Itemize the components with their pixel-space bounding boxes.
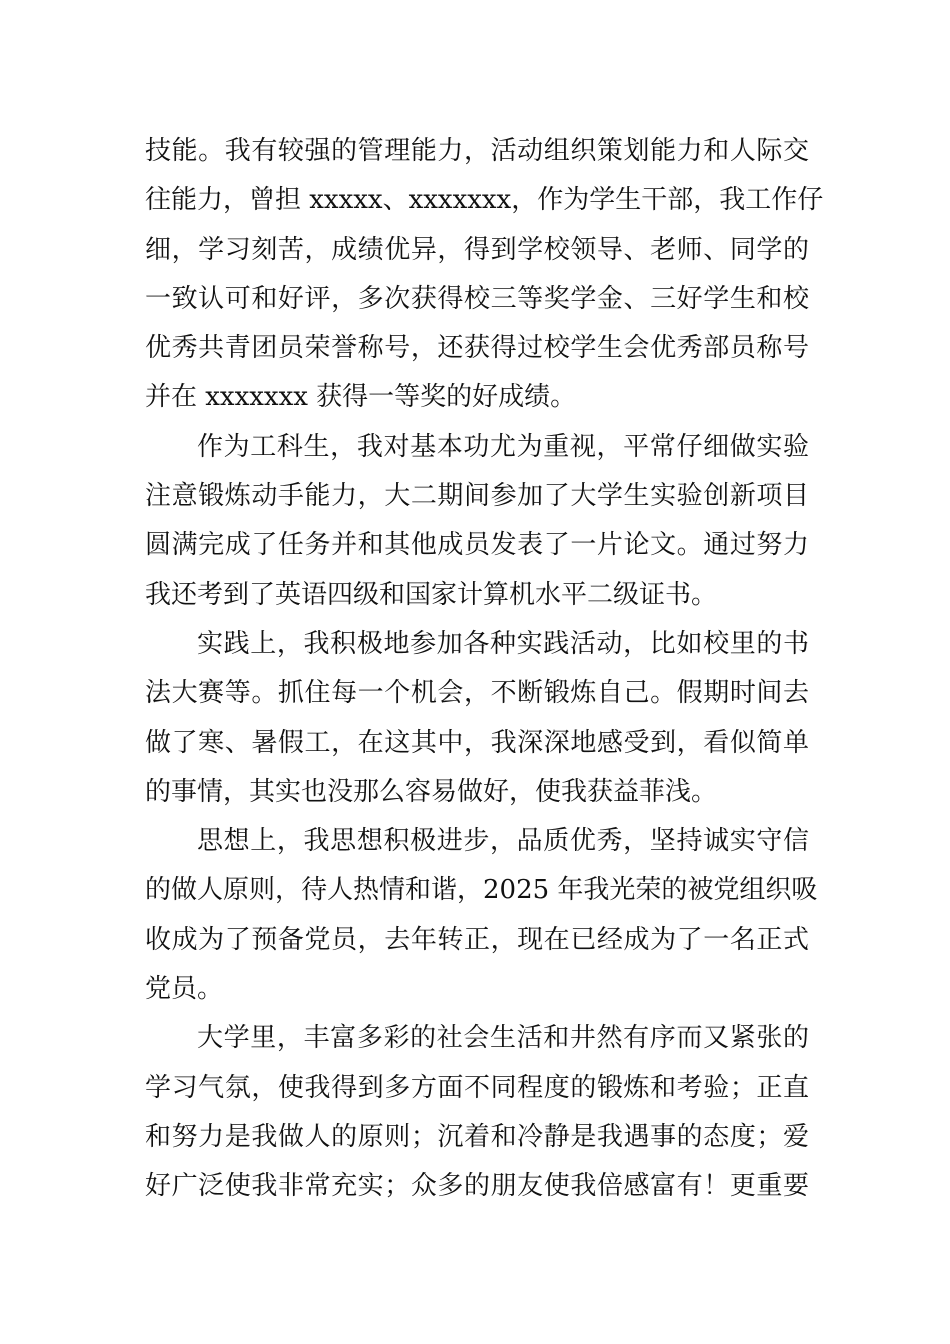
paragraph — [145, 423, 809, 620]
paragraph — [145, 1014, 809, 1211]
text-line: 好广泛使我非常充实；众多的朋友使我倍感富有！更重要 — [145, 1171, 809, 1202]
text-line: 往能力，曾担 xxxxx、xxxxxxx，作为学生干部，我工作仔 — [145, 185, 824, 216]
text-line: 技能。我有较强的管理能力，活动组织策划能力和人际交 — [145, 136, 809, 166]
text-line: 法大赛等。抓住每一个机会，不断锻炼自己。假期时间去 — [145, 678, 809, 709]
text-line: 的事情，其实也没那么容易做好，使我获益菲浅。 — [145, 776, 718, 807]
text-line: 大学里，丰富多彩的社会生活和井然有序而又紧张的 — [197, 1023, 809, 1054]
text-line: 作为工科生，我对基本功尤为重视，平常仔细做实验 — [197, 431, 809, 462]
text-line: 注意锻炼动手能力，大二期间参加了大学生实验创新项目 — [145, 481, 809, 512]
text-line: 思想上，我思想积极进步，品质优秀，坚持诚实守信 — [197, 826, 809, 857]
paragraph — [145, 620, 809, 817]
text-line: 一致认可和好评，多次获得校三等奖学金、三好学生和校 — [145, 283, 809, 314]
text-line: 我还考到了英语四级和国家计算机水平二级证书。 — [145, 579, 718, 610]
text-line: 优秀共青团员荣誉称号，还获得过校学生会优秀部员称号 — [145, 333, 809, 364]
text-line: 细，学习刻苦，成绩优异，得到学校领导、老师、同学的 — [145, 234, 809, 265]
text-line: 党员。 — [145, 974, 224, 1005]
text-line: 做了寒、暑假工，在这其中，我深深地感受到，看似简单 — [145, 727, 809, 758]
text-line: 实践上，我积极地参加各种实践活动，比如校里的书 — [197, 628, 809, 659]
text-line: 并在 xxxxxxx 获得一等奖的好成绩。 — [145, 382, 577, 413]
text-line: 的做人原则，待人热情和谐，2025 年我光荣的被党组织吸 — [145, 875, 818, 906]
text-line: 收成为了预备党员，去年转正，现在已经成为了一名正式 — [145, 924, 809, 955]
paragraph — [145, 127, 824, 423]
text-line: 学习气氛，使我得到多方面不同程度的锻炼和考验；正直 — [145, 1072, 809, 1103]
text-line: 和努力是我做人的原则；沉着和冷静是我遇事的态度；爱 — [145, 1121, 809, 1152]
text-line: 圆满完成了任务并和其他成员发表了一片论文。通过努力 — [145, 530, 809, 561]
paragraph — [145, 817, 818, 1014]
body-text — [145, 127, 824, 1212]
